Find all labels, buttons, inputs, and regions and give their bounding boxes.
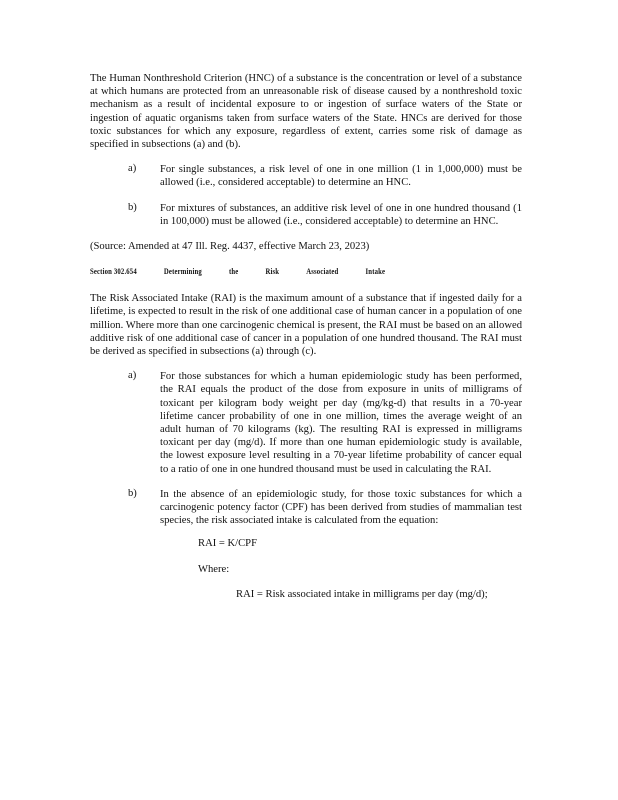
list-item xyxy=(90,370,522,476)
heading-word: the xyxy=(228,267,239,277)
item-label: a) xyxy=(128,370,137,382)
rai-definition-paragraph: The Risk Associated Intake (RAI) is the maximum amount of a substance that if ingested daily for a lifetime, is expected to result in the risk of one additional case of human cancer in a population of one million. Where more than one carcinogenic chemical is present, the RAI must be based on an allowed additive risk of one additional case of cancer in a population of one hundred thousand. The RAI must be derived as specified in subsections (a) through (c). xyxy=(90,293,522,358)
where-label: Where: xyxy=(198,563,230,575)
rai-equation: RAI = K/CPF xyxy=(198,538,257,550)
list-item xyxy=(90,202,522,228)
heading-word: Associated xyxy=(306,267,339,277)
heading-word: Risk xyxy=(265,267,280,277)
heading-word: Determining xyxy=(163,267,202,277)
item-text: In the absence of an epidemiologic study, for those toxic substances for which a carcinogenic potency factor (CPF) has been derived from studies of mammalian test species, the risk associated intake is calculated from the equation: xyxy=(160,488,522,527)
item-text: For those substances for which a human epidemiologic study has been performed, the RAI equals the product of the dose from exposure in units of milligrams of toxicant per kilogram body weight per day (mg/kg-d) that results in a 70-year lifetime cancer probability of one in one million, times the average weight of an adult human of 70 kilograms (kg). The resulting RAI is expressed in milligrams toxicant per day (mg/d). If more than one human epidemiologic study is available, the lowest exposure level resulting in a 70-year lifetime probability of cancer equal to a ratio of one in one hundred thousand must be used in calculating the RAI. xyxy=(160,371,522,475)
document-page xyxy=(90,72,522,601)
heading-word: Intake xyxy=(365,267,386,277)
list-item xyxy=(90,488,522,528)
item-label: b) xyxy=(128,487,137,499)
item-label: b) xyxy=(128,201,137,213)
section-number: Section 302.654 xyxy=(90,267,137,277)
source-note: (Source: Amended at 47 Ill. Reg. 4437, effective March 23, 2023) xyxy=(90,241,370,253)
section-heading xyxy=(90,267,385,276)
list-item xyxy=(90,163,522,189)
item-text: For single substances, a risk level of one in one million (1 in 1,000,000) must be allowed (i.e., considered acceptable) to determine an HNC. xyxy=(160,164,522,189)
item-text: For mixtures of substances, an additive risk level of one in one hundred thousand (1 in 100,000) must be allowed (i.e., considered acceptable) to determine an HNC. xyxy=(160,202,522,227)
item-label: a) xyxy=(128,163,137,175)
hnc-definition-paragraph: The Human Nonthreshold Criterion (HNC) of a substance is the concentration or level of a substance at which humans are protected from an unreasonable risk of disease caused by a nonthreshold toxic mechanism as a result of incidental exposure to or ingestion of surface waters of the State or ingestion of aquatic organisms taken from surface waters of the State. HNCs are derived for those toxic substances for which any exposure, regardless of extent, carries some risk of damage as specified in subsections (a) and (b). xyxy=(90,73,522,151)
rai-variable-definition: RAI = Risk associated intake in milligrams per day (mg/d); xyxy=(236,588,488,600)
